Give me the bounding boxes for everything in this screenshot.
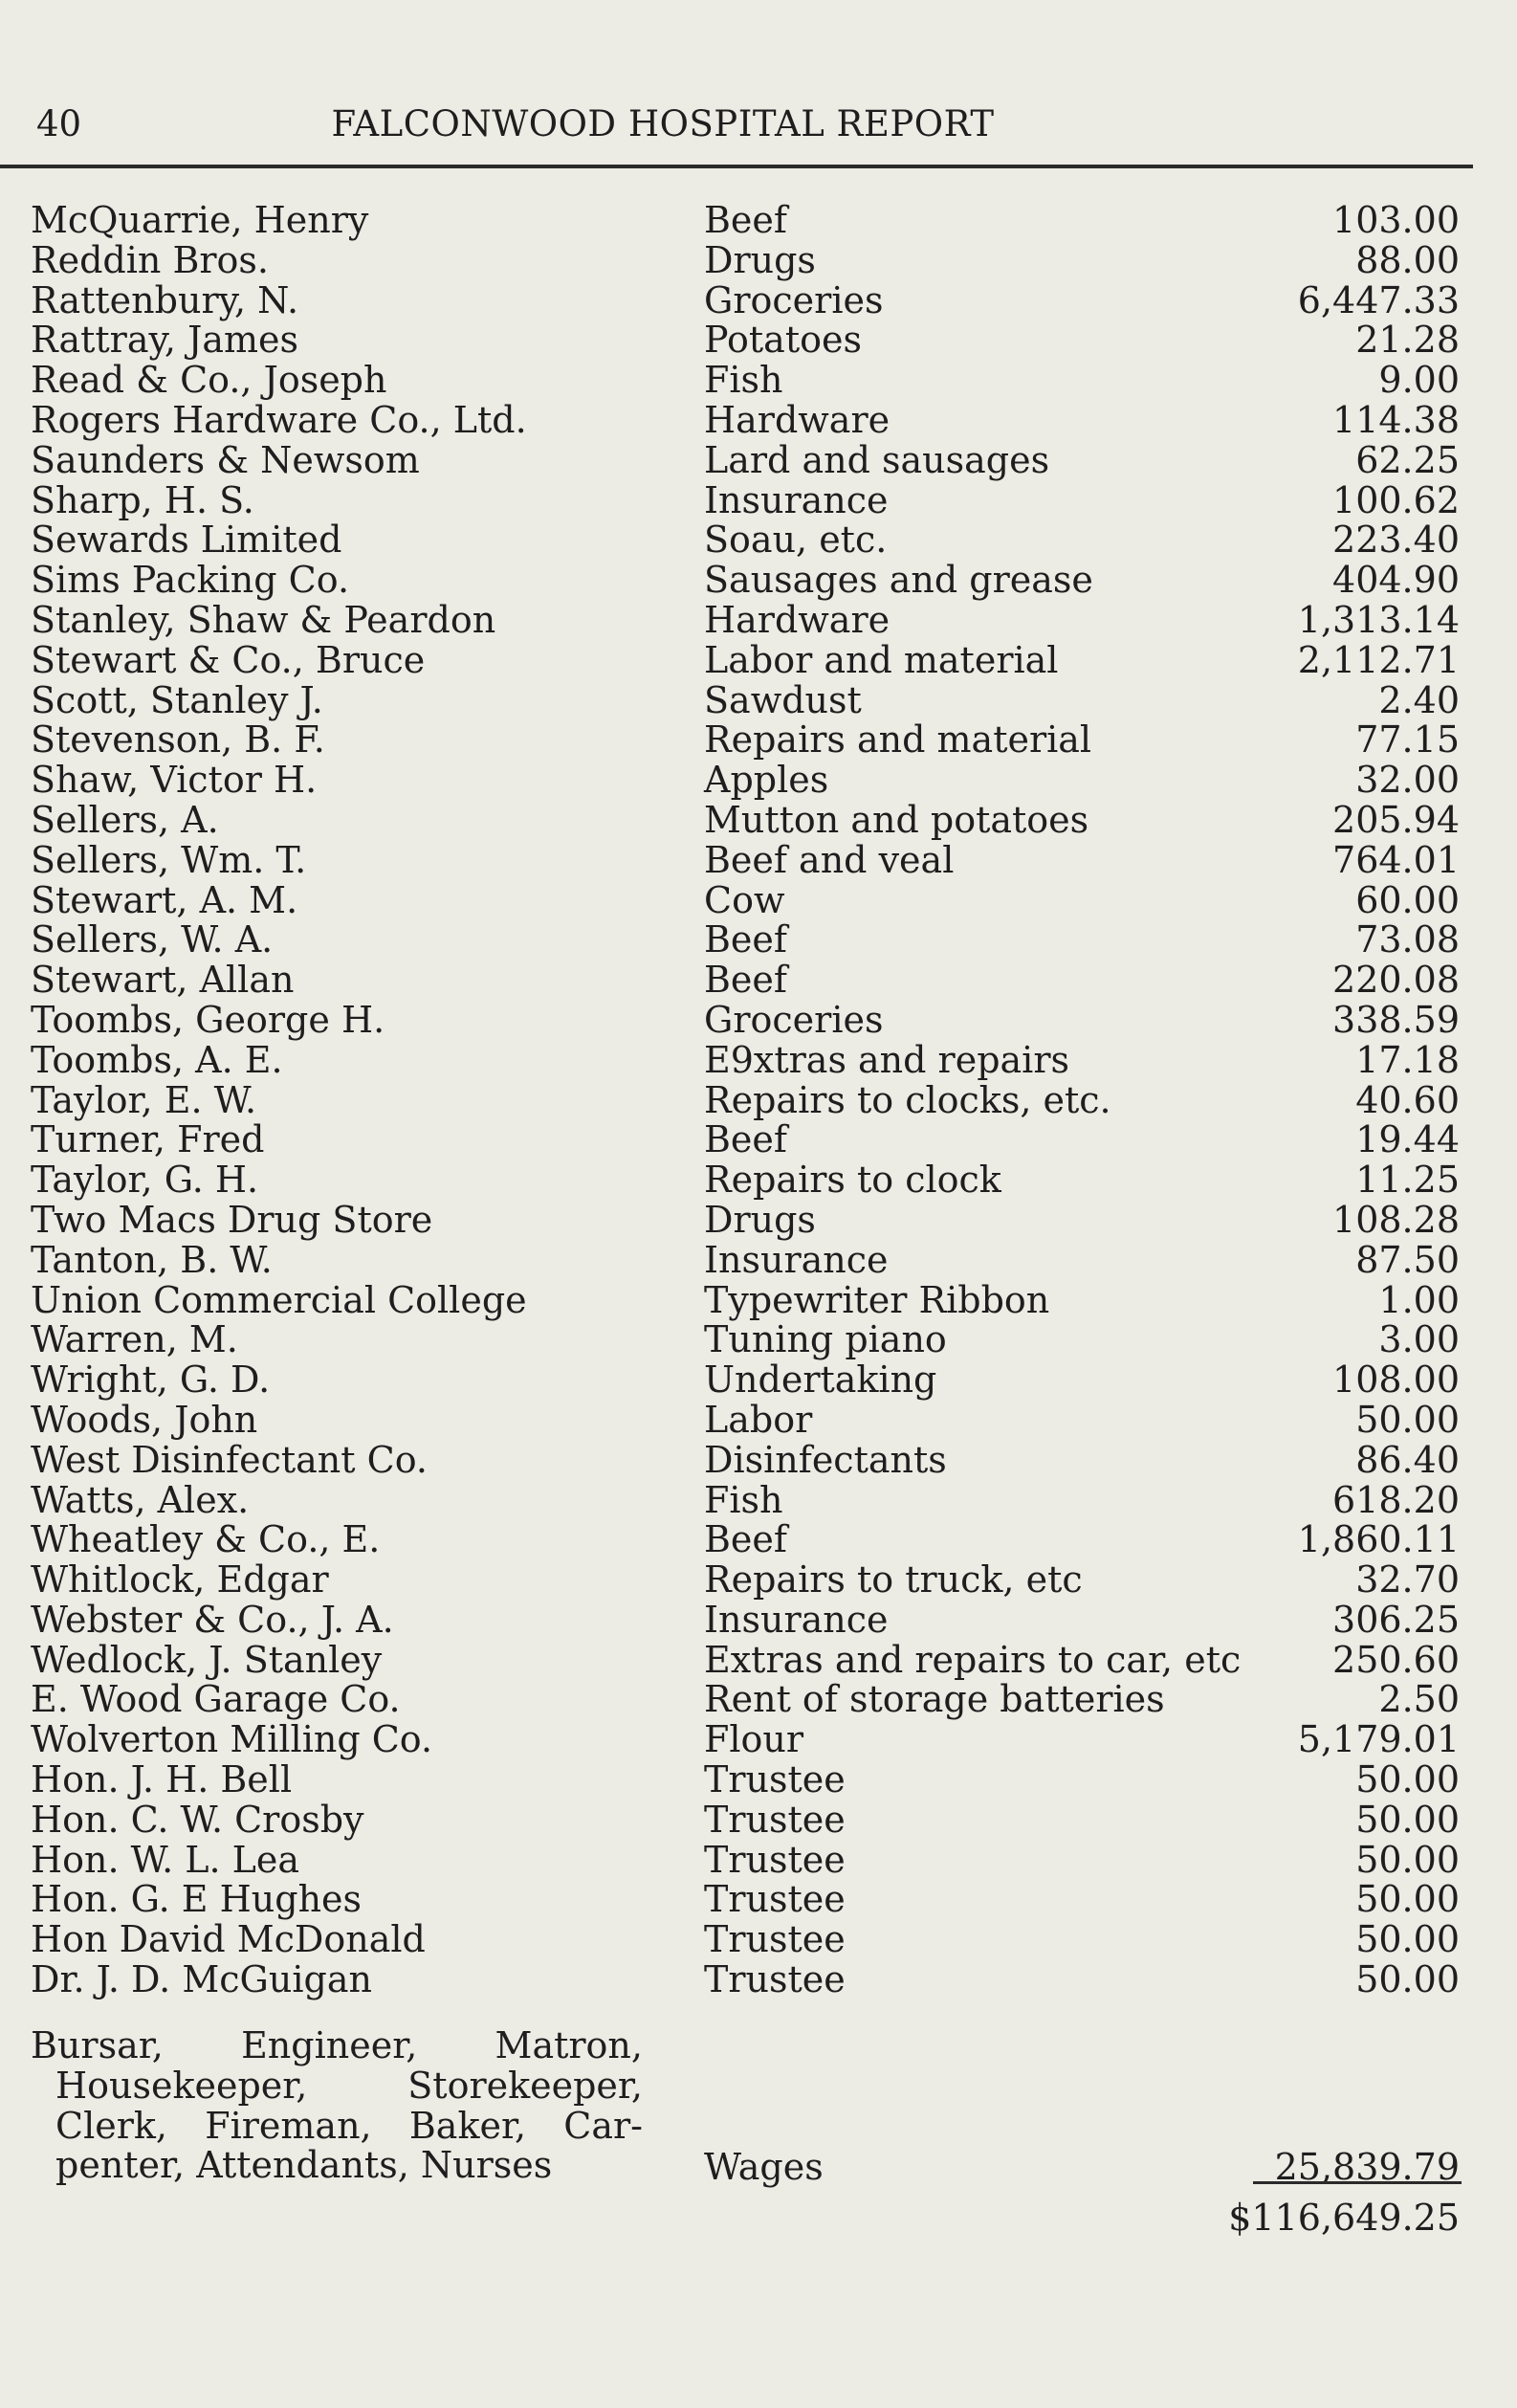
vendor-name: West Disinfectant Co. <box>31 1438 428 1481</box>
item-description: Insurance <box>704 1238 889 1281</box>
vendor-name: Woods, John <box>31 1398 258 1441</box>
item-description: Drugs <box>704 1198 816 1241</box>
table-row <box>0 878 1517 921</box>
table-row <box>0 278 1517 321</box>
vendor-name: Sims Packing Co. <box>31 559 350 602</box>
vendor-name: Toombs, A. E. <box>31 1038 283 1081</box>
amount-value: 50.00 <box>1355 1838 1460 1881</box>
table-row <box>0 1438 1517 1481</box>
page-header <box>36 99 1462 149</box>
vendor-name: Stewart, Allan <box>31 959 295 1002</box>
vendor-name: Wolverton Milling Co. <box>31 1718 433 1761</box>
item-description: Sawdust <box>704 678 862 721</box>
vendor-name: E. Wood Garage Co. <box>31 1678 401 1721</box>
vendor-name: Read & Co., Joseph <box>31 359 387 402</box>
amount-value: 223.40 <box>1332 519 1460 562</box>
amount-value: 40.60 <box>1355 1078 1460 1121</box>
amount-value: 1,313.14 <box>1297 598 1460 641</box>
vendor-name: Saunders & Newsom <box>31 438 420 481</box>
wages-vendor-line-1: Bursar, Engineer, Matron, <box>31 2024 643 2066</box>
vendor-name: McQuarrie, Henry <box>31 199 369 241</box>
item-description: Hardware <box>704 398 890 441</box>
vendor-name: Webster & Co., J. A. <box>31 1598 394 1641</box>
table-row <box>0 920 1517 961</box>
vendor-name: Shaw, Victor H. <box>31 759 318 802</box>
amount-value: 404.90 <box>1332 559 1460 602</box>
table-row <box>0 1038 1517 1081</box>
amount-value: 88.00 <box>1355 238 1460 281</box>
amount-value: 32.00 <box>1355 759 1460 802</box>
item-description: Apples <box>704 759 829 802</box>
amount-value: 50.00 <box>1355 1758 1460 1801</box>
amount-value: 50.00 <box>1355 1958 1460 2001</box>
amount-value: 87.50 <box>1355 1238 1460 1281</box>
table-row <box>0 1278 1517 1321</box>
item-description: Rent of storage batteries <box>704 1678 1165 1721</box>
item-description: Beef <box>704 1118 787 1161</box>
table-row <box>0 998 1517 1041</box>
item-description: Soau, etc. <box>704 519 888 562</box>
table-row <box>0 478 1517 521</box>
amount-value: 19.44 <box>1355 1118 1460 1161</box>
amount-value: 21.28 <box>1355 319 1460 362</box>
table-row <box>0 1800 1517 1841</box>
item-description: Beef <box>704 918 787 961</box>
table-row <box>0 1720 1517 1760</box>
vendor-name: Wheatley & Co., E. <box>31 1518 381 1561</box>
amount-value: 2.40 <box>1378 678 1460 721</box>
amount-value: 618.20 <box>1332 1478 1460 1521</box>
amount-value: 108.00 <box>1332 1359 1460 1402</box>
item-description: Mutton and potatoes <box>704 798 1089 841</box>
table-row <box>0 1880 1517 1920</box>
vendor-name: Sewards Limited <box>31 519 342 562</box>
amount-value: 764.01 <box>1332 838 1460 881</box>
amount-value: 220.08 <box>1332 959 1460 1002</box>
vendor-name: Dr. J. D. McGuigan <box>31 1958 372 2001</box>
wages-vendor-line-4: penter, Attendants, Nurses <box>55 2144 553 2187</box>
amount-value: 50.00 <box>1355 1398 1460 1441</box>
vendor-name: Stanley, Shaw & Peardon <box>31 598 496 641</box>
vendor-name: Wedlock, J. Stanley <box>31 1638 383 1681</box>
table-row <box>0 1198 1517 1241</box>
amount-value: 62.25 <box>1355 438 1460 481</box>
amount-value: 338.59 <box>1332 998 1460 1041</box>
item-description: Groceries <box>704 998 884 1041</box>
amount-value: 5,179.01 <box>1297 1718 1460 1761</box>
table-row <box>0 320 1517 361</box>
vendor-name: Hon. C. W. Crosby <box>31 1798 364 1841</box>
item-description: Lard and sausages <box>704 438 1050 481</box>
vendor-name: Watts, Alex. <box>31 1478 250 1521</box>
amount-value: 50.00 <box>1355 1798 1460 1841</box>
vendor-name: Hon David McDonald <box>31 1918 426 1961</box>
vendor-name: Hon. J. H. Bell <box>31 1758 293 1801</box>
item-description: E9xtras and repairs <box>704 1038 1070 1081</box>
item-description: Undertaking <box>704 1359 937 1402</box>
item-description: Repairs to truck, etc <box>704 1558 1083 1602</box>
table-row <box>0 1078 1517 1121</box>
table-row <box>0 1838 1517 1881</box>
amount-value: 205.94 <box>1332 798 1460 841</box>
item-description: Trustee <box>704 1758 846 1801</box>
item-description: Beef and veal <box>704 838 955 881</box>
item-description: Fish <box>704 359 783 402</box>
wages-vendor-line-2: Housekeeper, Storekeeper, <box>55 2064 643 2107</box>
vendor-name: Stevenson, B. F. <box>31 718 325 762</box>
table-row <box>0 1238 1517 1281</box>
vendor-name: Hon. W. L. Lea <box>31 1838 299 1881</box>
amount-value: 108.28 <box>1332 1198 1460 1241</box>
table-row <box>0 1120 1517 1160</box>
vendor-name: Two Macs Drug Store <box>31 1198 433 1241</box>
vendor-name: Hon. G. E Hughes <box>31 1878 363 1921</box>
item-description: Insurance <box>704 478 889 521</box>
item-description: Hardware <box>704 598 890 641</box>
table-row <box>0 1920 1517 1960</box>
amount-value: 306.25 <box>1332 1598 1460 1641</box>
vendor-name: Union Commercial College <box>31 1278 527 1321</box>
item-description: Trustee <box>704 1798 846 1841</box>
table-row <box>0 598 1517 641</box>
vendor-name: Rattenbury, N. <box>31 278 299 321</box>
amount-value: 73.08 <box>1355 918 1460 961</box>
item-description: Beef <box>704 959 787 1002</box>
vendor-name: Whitlock, Edgar <box>31 1558 329 1602</box>
table-row <box>0 1160 1517 1201</box>
expenditure-list <box>0 201 1517 2000</box>
item-description: Insurance <box>704 1598 889 1641</box>
table-row <box>0 961 1517 1001</box>
amount-value: 50.00 <box>1355 1918 1460 1961</box>
item-description: Sausages and grease <box>704 559 1093 602</box>
amount-value: 100.62 <box>1332 478 1460 521</box>
amount-value: 114.38 <box>1332 398 1460 441</box>
item-description: Flour <box>704 1718 804 1761</box>
table-row <box>0 678 1517 721</box>
item-description: Repairs to clocks, etc. <box>704 1078 1111 1121</box>
header-rule <box>0 165 1473 168</box>
table-row <box>0 1320 1517 1360</box>
wages-item: Wages <box>704 2146 824 2188</box>
amount-value: 60.00 <box>1355 878 1460 921</box>
amount-value: 3.00 <box>1378 1318 1460 1361</box>
table-row <box>0 1960 1517 2000</box>
vendor-name: Sharp, H. S. <box>31 478 254 521</box>
vendor-name: Toombs, George H. <box>31 998 385 1041</box>
wages-amount: 25,839.79 <box>1274 2146 1460 2188</box>
vendor-name: Sellers, Wm. T. <box>31 838 307 881</box>
vendor-name: Stewart & Co., Bruce <box>31 638 426 681</box>
table-row <box>0 1560 1517 1601</box>
table-row <box>0 361 1517 401</box>
item-description: Cow <box>704 878 785 921</box>
item-description: Disinfectants <box>704 1438 947 1481</box>
amount-value: 2.50 <box>1378 1678 1460 1721</box>
wages-vendor <box>31 2026 643 2186</box>
total-rule <box>1253 2181 1462 2184</box>
vendor-name: Sellers, W. A. <box>31 918 274 961</box>
table-row <box>0 201 1517 241</box>
amount-value: 77.15 <box>1355 718 1460 762</box>
item-description: Trustee <box>704 1878 846 1921</box>
amount-value: 1,860.11 <box>1297 1518 1460 1561</box>
item-description: Labor and material <box>704 638 1059 681</box>
table-row <box>0 1680 1517 1720</box>
item-description: Typewriter Ribbon <box>704 1278 1050 1321</box>
wages-vendor-line-3: Clerk, Fireman, Baker, Car- <box>55 2104 643 2147</box>
vendor-name: Taylor, G. H. <box>31 1159 259 1202</box>
amount-value: 86.40 <box>1355 1438 1460 1481</box>
wages-entry <box>0 2024 1517 2188</box>
table-row <box>0 1398 1517 1441</box>
amount-value: 50.00 <box>1355 1878 1460 1921</box>
item-description: Repairs and material <box>704 718 1092 762</box>
table-row <box>0 238 1517 281</box>
item-description: Labor <box>704 1398 813 1441</box>
vendor-name: Sellers, A. <box>31 798 219 841</box>
item-description: Potatoes <box>704 319 862 362</box>
item-description: Tuning piano <box>704 1318 947 1361</box>
amount-value: 103.00 <box>1332 199 1460 241</box>
vendor-name: Rogers Hardware Co., Ltd. <box>31 398 527 441</box>
vendor-name: Warren, M. <box>31 1318 238 1361</box>
table-row <box>0 1638 1517 1681</box>
table-row <box>0 398 1517 441</box>
vendor-name: Stewart, A. M. <box>31 878 298 921</box>
item-description: Repairs to clock <box>704 1159 1001 1202</box>
vendor-name: Wright, G. D. <box>31 1359 271 1402</box>
amount-value: 250.60 <box>1332 1638 1460 1681</box>
item-description: Trustee <box>704 1838 846 1881</box>
amount-value: 2,112.71 <box>1297 638 1460 681</box>
table-row <box>0 798 1517 841</box>
amount-value: 17.18 <box>1355 1038 1460 1081</box>
vendor-name: Taylor, E. W. <box>31 1078 257 1121</box>
table-row <box>0 1760 1517 1800</box>
amount-value: 9.00 <box>1378 359 1460 402</box>
running-title: FALCONWOOD HOSPITAL REPORT <box>331 103 995 144</box>
table-row <box>0 838 1517 881</box>
item-description: Beef <box>704 1518 787 1561</box>
amount-value: 1.00 <box>1378 1278 1460 1321</box>
item-description: Fish <box>704 1478 783 1521</box>
vendor-name: Scott, Stanley J. <box>31 678 323 721</box>
table-row <box>0 1598 1517 1641</box>
grand-total: $116,649.25 <box>1228 2197 1460 2239</box>
table-row <box>0 1360 1517 1401</box>
amount-value: 32.70 <box>1355 1558 1460 1602</box>
table-row <box>0 720 1517 761</box>
item-description: Trustee <box>704 1958 846 2001</box>
amount-value: 6,447.33 <box>1297 278 1460 321</box>
item-description: Beef <box>704 199 787 241</box>
amount-value: 11.25 <box>1355 1159 1460 1202</box>
table-row <box>0 438 1517 481</box>
vendor-name: Tanton, B. W. <box>31 1238 273 1281</box>
page-number: 40 <box>36 103 82 144</box>
item-description: Trustee <box>704 1918 846 1961</box>
table-row <box>0 1478 1517 1521</box>
table-row <box>0 520 1517 561</box>
vendor-name: Rattray, James <box>31 319 298 362</box>
table-row <box>0 761 1517 801</box>
item-description: Extras and repairs to car, etc <box>704 1638 1242 1681</box>
table-row <box>0 561 1517 601</box>
table-row <box>0 638 1517 681</box>
vendor-name: Reddin Bros. <box>31 238 270 281</box>
item-description: Drugs <box>704 238 816 281</box>
item-description: Groceries <box>704 278 884 321</box>
table-row <box>0 1520 1517 1560</box>
vendor-name: Turner, Fred <box>31 1118 265 1161</box>
